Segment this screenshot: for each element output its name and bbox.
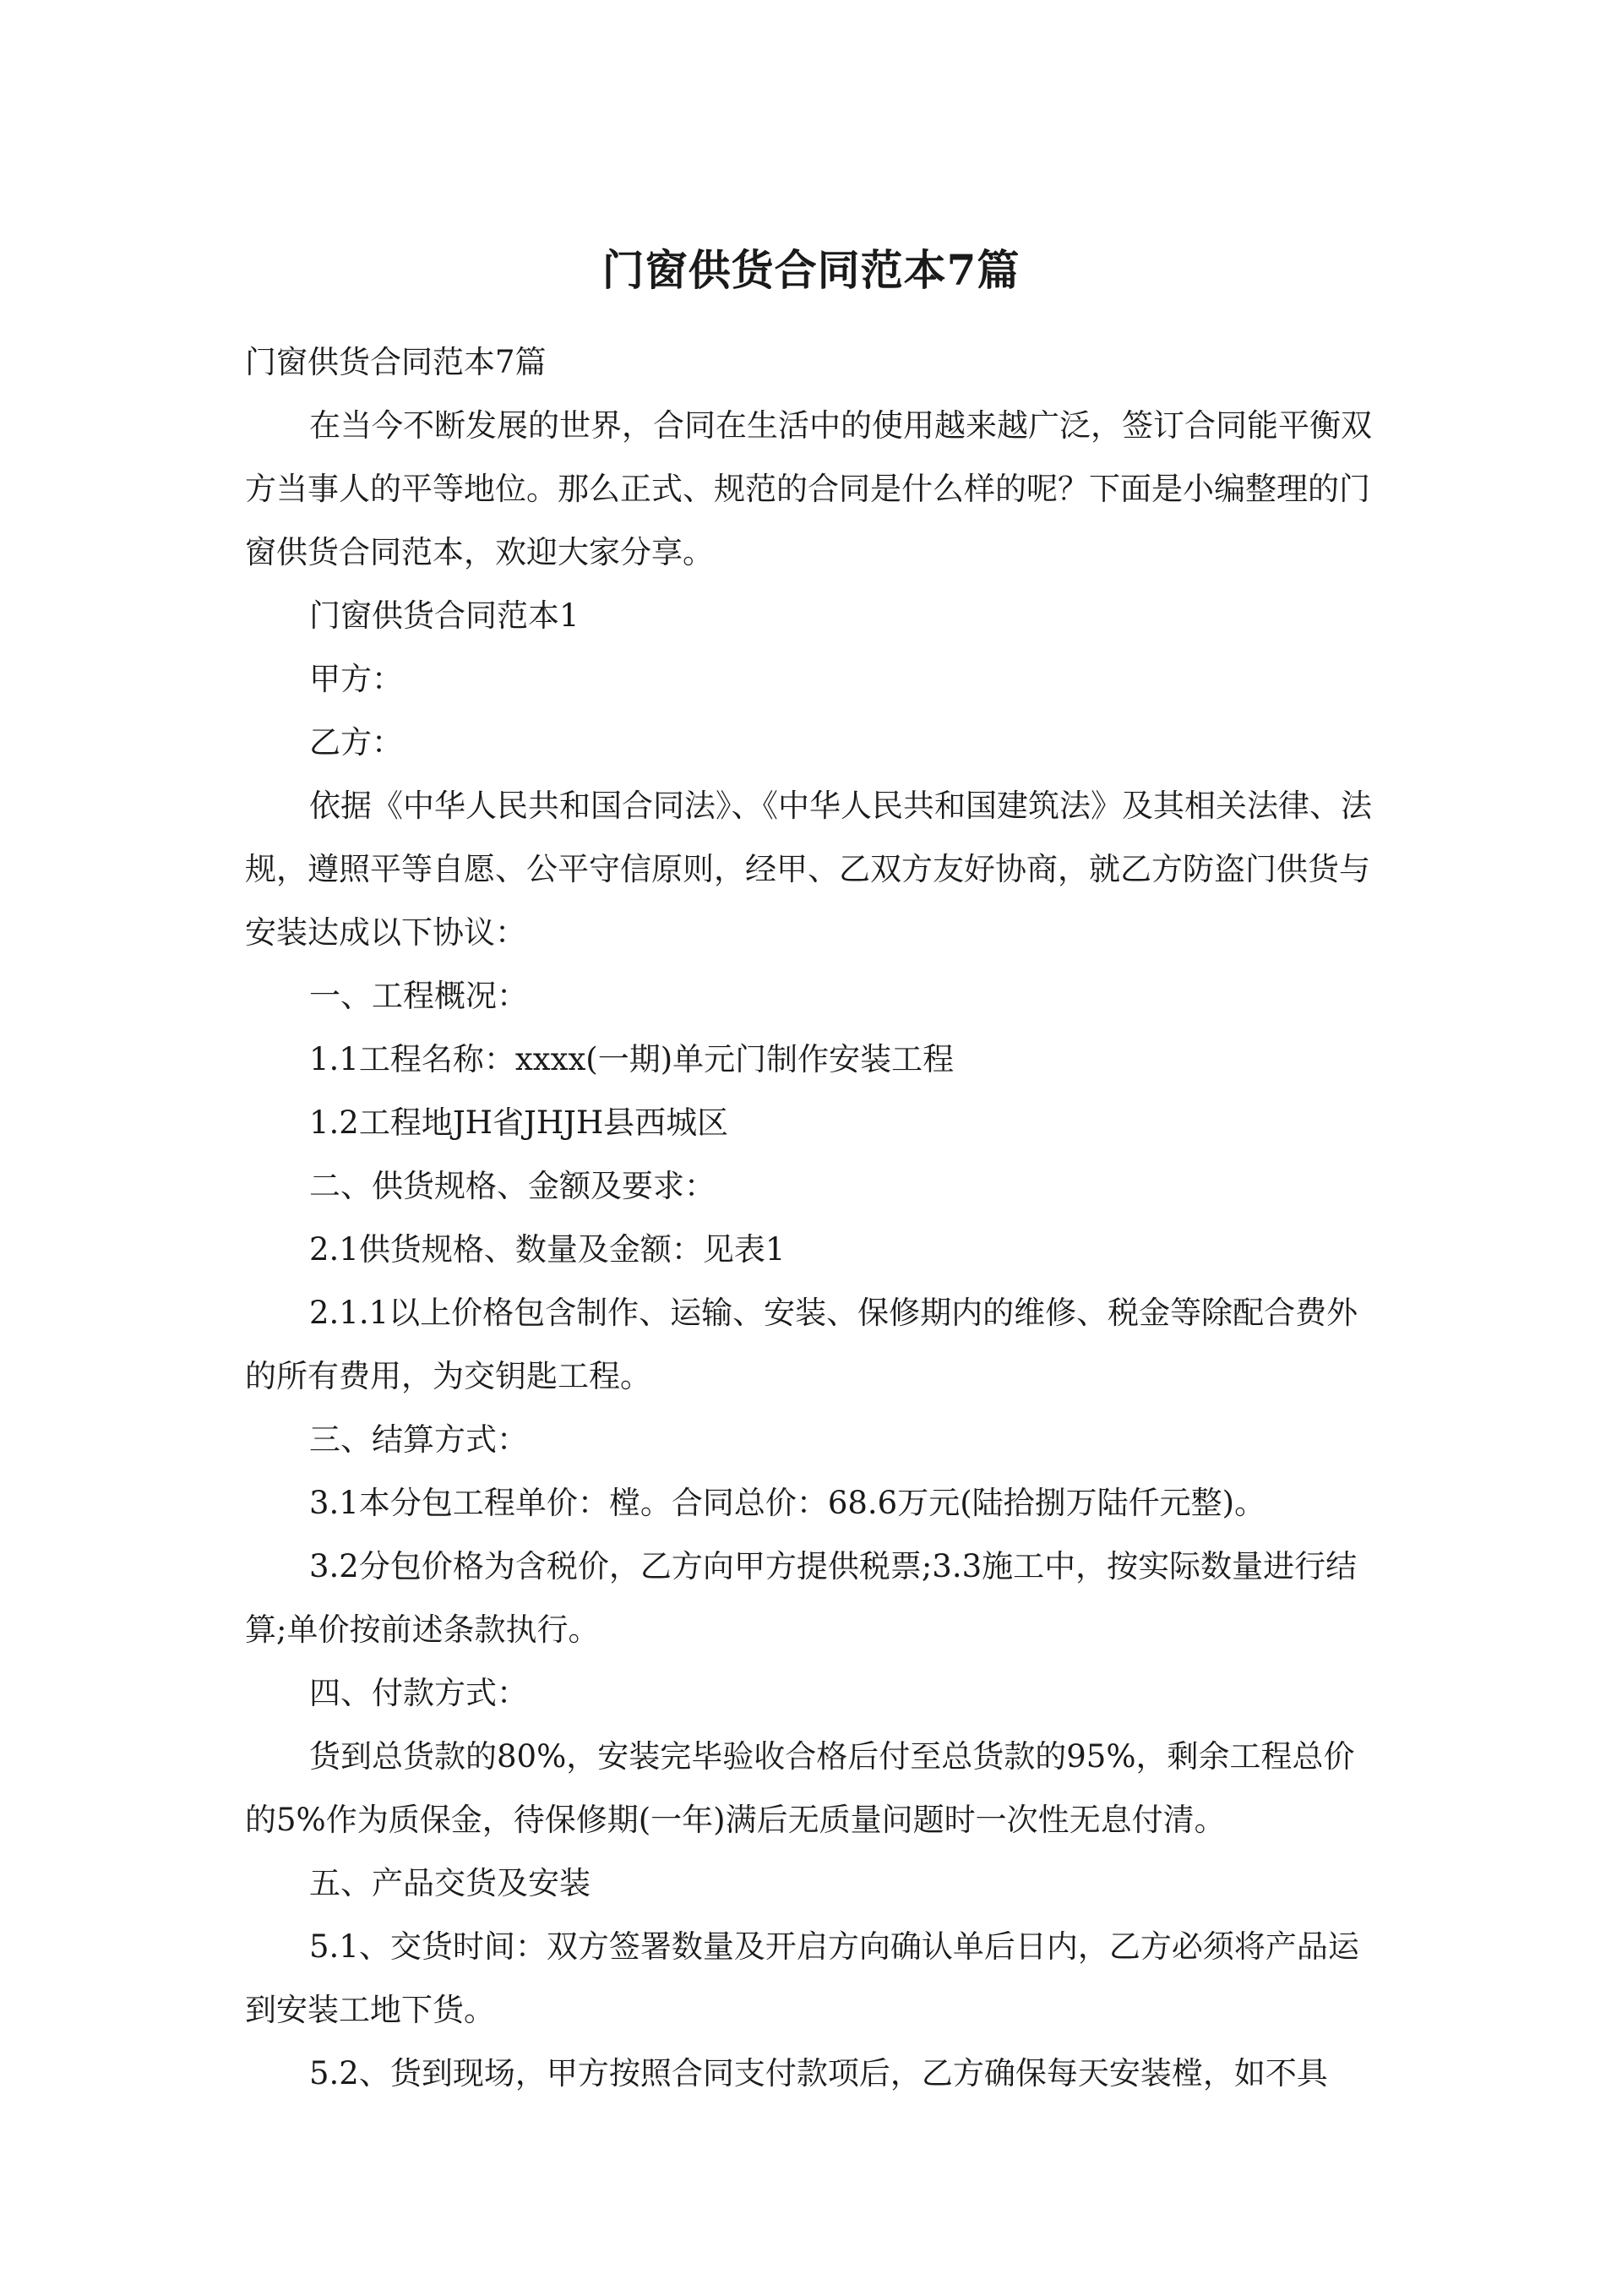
paragraph: 四、付款方式：: [309, 1675, 528, 1711]
document-title: 门窗供货合同范本7篇: [601, 245, 1021, 295]
paragraph: 甲方：: [309, 661, 403, 697]
paragraph: 货到总货款的80%，安装完毕验收合格后付至总货款的95%，剩余工程总价的5%作为质保金，待保修期(一年)满后无质量问题时一次性无息付清。: [245, 1738, 1355, 1838]
paragraph: 5.1、交货时间：双方签署数量及开启方向确认单后日内，乙方必须将产品运到安装工地下货。: [245, 1928, 1359, 2028]
document-body: [245, 330, 1377, 2105]
paragraph: 2.1供货规格、数量及金额：见表1: [309, 1231, 786, 1268]
paragraph: 在当今不断发展的世界，合同在生活中的使用越来越广泛，签订合同能平衡双方当事人的平等地位。那么正式、规范的合同是什么样的呢？下面是小编整理的门窗供货合同范本，欢迎大家分享。: [245, 407, 1372, 570]
paragraph: 5.2、货到现场，甲方按照合同支付款项后，乙方确保每天安装樘，如不具: [309, 2055, 1328, 2091]
paragraph: 二、供货规格、金额及要求：: [309, 1168, 716, 1204]
paragraph: 乙方：: [309, 724, 403, 761]
paragraph: 一、工程概况：: [309, 978, 528, 1014]
paragraph: 3.1本分包工程单价：樘。合同总价：68.6万元(陆拾捌万陆仟元整)。: [309, 1485, 1266, 1521]
paragraph: 三、结算方式：: [309, 1421, 528, 1458]
paragraph: 门窗供货合同范本1: [309, 597, 580, 634]
paragraph: 1.2工程地JH省JHJH县西城区: [309, 1104, 729, 1141]
paragraph: 门窗供货合同范本7篇: [245, 344, 547, 380]
paragraph: 2.1.1以上价格包含制作、运输、安装、保修期内的维修、税金等除配合费外的所有费用，为交钥匙工程。: [245, 1295, 1358, 1394]
paragraph: 五、产品交货及安装: [309, 1865, 591, 1901]
paragraph: 1.1工程名称：xxxx(一期)单元门制作安装工程: [309, 1041, 955, 1077]
paragraph: 3.2分包价格为含税价，乙方向甲方提供税票;3.3施工中，按实际数量进行结算;单价按前述条款执行。: [245, 1548, 1358, 1648]
paragraph: 依据《中华人民共和国合同法》、《中华人民共和国建筑法》及其相关法律、法规，遵照平等自愿、公平守信原则，经甲、乙双方友好协商，就乙方防盗门供货与安装达成以下协议：: [245, 788, 1372, 951]
